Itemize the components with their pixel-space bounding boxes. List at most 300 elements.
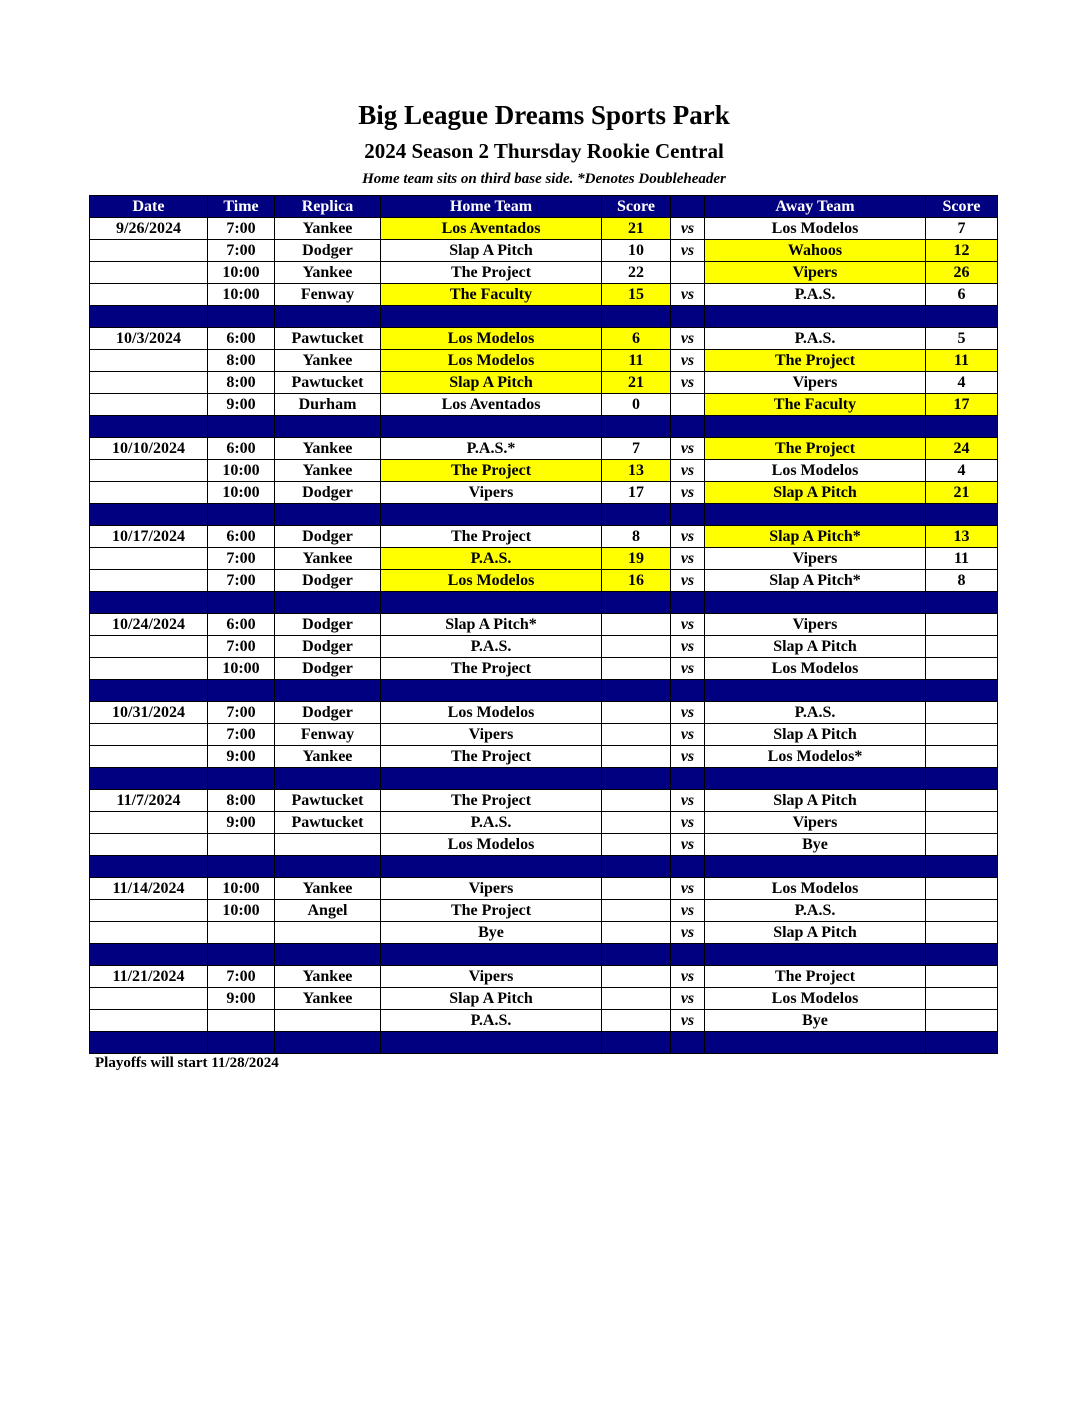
away-score [926, 922, 998, 944]
away-team: Los Modelos [705, 460, 926, 482]
away-team: Vipers [705, 614, 926, 636]
game-replica [275, 922, 381, 944]
separator-cell [926, 680, 998, 702]
separator-cell [90, 306, 208, 328]
home-team: Slap A Pitch [381, 240, 602, 262]
vs-label: vs [671, 328, 705, 350]
table-row [90, 900, 998, 922]
separator-cell [90, 504, 208, 526]
separator-cell [705, 306, 926, 328]
playoffs-note: Playoffs will start 11/28/2024 [95, 1055, 279, 1071]
home-team: Los Modelos [381, 834, 602, 856]
home-score [602, 1010, 671, 1032]
game-time: 10:00 [208, 900, 275, 922]
home-score: 8 [602, 526, 671, 548]
separator-cell [90, 416, 208, 438]
game-replica [275, 834, 381, 856]
table-row [90, 790, 998, 812]
separator-cell [381, 306, 602, 328]
col-header-away-score: Score [926, 196, 998, 218]
separator-cell [208, 1032, 275, 1054]
home-score [602, 790, 671, 812]
away-score [926, 724, 998, 746]
game-time: 9:00 [208, 988, 275, 1010]
vs-label: vs [671, 900, 705, 922]
separator-cell [275, 592, 381, 614]
vs-label: vs [671, 218, 705, 240]
game-date [90, 240, 208, 262]
separator-cell [602, 768, 671, 790]
col-header-home-score: Score [602, 196, 671, 218]
home-team: P.A.S. [381, 812, 602, 834]
vs-label: vs [671, 284, 705, 306]
separator-cell [381, 416, 602, 438]
game-time: 7:00 [208, 240, 275, 262]
separator-cell [926, 944, 998, 966]
away-score [926, 1010, 998, 1032]
away-team: The Project [705, 438, 926, 460]
separator-cell [705, 768, 926, 790]
home-score [602, 966, 671, 988]
table-row [90, 438, 998, 460]
game-replica: Yankee [275, 262, 381, 284]
game-replica: Yankee [275, 746, 381, 768]
table-row [90, 966, 998, 988]
week-separator-row [90, 680, 998, 702]
game-date [90, 812, 208, 834]
game-date: 10/24/2024 [90, 614, 208, 636]
vs-label: vs [671, 548, 705, 570]
vs-label: vs [671, 1010, 705, 1032]
col-header-replica: Replica [275, 196, 381, 218]
separator-cell [602, 306, 671, 328]
game-time: 7:00 [208, 570, 275, 592]
away-score: 7 [926, 218, 998, 240]
separator-cell [381, 768, 602, 790]
away-team: Vipers [705, 372, 926, 394]
home-team: Los Modelos [381, 570, 602, 592]
separator-cell [705, 680, 926, 702]
game-replica: Yankee [275, 438, 381, 460]
game-replica: Dodger [275, 482, 381, 504]
table-row [90, 834, 998, 856]
separator-cell [926, 592, 998, 614]
away-team: P.A.S. [705, 900, 926, 922]
away-score: 17 [926, 394, 998, 416]
home-team: P.A.S. [381, 1010, 602, 1032]
away-team: Slap A Pitch* [705, 526, 926, 548]
game-date [90, 724, 208, 746]
table-row [90, 570, 998, 592]
home-team: The Project [381, 526, 602, 548]
home-score: 11 [602, 350, 671, 372]
table-row [90, 812, 998, 834]
home-score [602, 724, 671, 746]
separator-cell [671, 504, 705, 526]
home-score [602, 636, 671, 658]
week-separator-row [90, 504, 998, 526]
away-score [926, 988, 998, 1010]
game-date: 11/21/2024 [90, 966, 208, 988]
game-time: 7:00 [208, 724, 275, 746]
vs-label: vs [671, 746, 705, 768]
game-time: 10:00 [208, 284, 275, 306]
game-replica: Durham [275, 394, 381, 416]
col-header-time: Time [208, 196, 275, 218]
away-team: Los Modelos* [705, 746, 926, 768]
table-row [90, 636, 998, 658]
away-score [926, 834, 998, 856]
away-team: P.A.S. [705, 328, 926, 350]
home-team: The Project [381, 460, 602, 482]
game-replica: Yankee [275, 218, 381, 240]
week-separator-row [90, 944, 998, 966]
separator-cell [275, 944, 381, 966]
vs-label [671, 394, 705, 416]
separator-cell [90, 592, 208, 614]
vs-label: vs [671, 812, 705, 834]
home-score [602, 922, 671, 944]
home-team: Vipers [381, 966, 602, 988]
game-date: 11/7/2024 [90, 790, 208, 812]
away-score: 11 [926, 350, 998, 372]
separator-cell [602, 504, 671, 526]
away-team: Los Modelos [705, 988, 926, 1010]
home-team: Los Aventados [381, 218, 602, 240]
game-time: 9:00 [208, 746, 275, 768]
vs-label: vs [671, 526, 705, 548]
game-time: 9:00 [208, 394, 275, 416]
game-time: 9:00 [208, 812, 275, 834]
home-score: 17 [602, 482, 671, 504]
separator-cell [208, 306, 275, 328]
away-score [926, 878, 998, 900]
game-date [90, 658, 208, 680]
separator-cell [381, 592, 602, 614]
game-replica: Yankee [275, 988, 381, 1010]
game-date: 10/3/2024 [90, 328, 208, 350]
away-score [926, 790, 998, 812]
separator-cell [381, 856, 602, 878]
away-team: The Faculty [705, 394, 926, 416]
vs-label: vs [671, 702, 705, 724]
home-score [602, 834, 671, 856]
away-team: Slap A Pitch [705, 922, 926, 944]
separator-cell [671, 856, 705, 878]
game-date: 10/10/2024 [90, 438, 208, 460]
table-row [90, 218, 998, 240]
table-row [90, 724, 998, 746]
game-replica: Yankee [275, 878, 381, 900]
col-header-away-team: Away Team [705, 196, 926, 218]
separator-cell [671, 768, 705, 790]
schedule-body [90, 218, 998, 1054]
game-replica: Pawtucket [275, 328, 381, 350]
separator-cell [705, 944, 926, 966]
game-replica: Pawtucket [275, 372, 381, 394]
game-date: 10/17/2024 [90, 526, 208, 548]
col-header-home-team: Home Team [381, 196, 602, 218]
game-time: 6:00 [208, 328, 275, 350]
game-time [208, 1010, 275, 1032]
home-score [602, 702, 671, 724]
home-score [602, 878, 671, 900]
separator-cell [705, 504, 926, 526]
separator-cell [275, 416, 381, 438]
table-row [90, 328, 998, 350]
game-time: 7:00 [208, 636, 275, 658]
vs-label: vs [671, 790, 705, 812]
vs-label: vs [671, 966, 705, 988]
home-team: Vipers [381, 724, 602, 746]
separator-cell [705, 592, 926, 614]
game-time: 10:00 [208, 658, 275, 680]
game-date: 11/14/2024 [90, 878, 208, 900]
separator-cell [926, 1032, 998, 1054]
away-team: Slap A Pitch [705, 790, 926, 812]
week-separator-row [90, 856, 998, 878]
game-time: 10:00 [208, 262, 275, 284]
away-score: 24 [926, 438, 998, 460]
home-score: 7 [602, 438, 671, 460]
vs-label: vs [671, 460, 705, 482]
game-date [90, 372, 208, 394]
away-team: Wahoos [705, 240, 926, 262]
table-row [90, 878, 998, 900]
separator-cell [705, 856, 926, 878]
home-team: Vipers [381, 482, 602, 504]
game-date [90, 1010, 208, 1032]
separator-cell [275, 306, 381, 328]
separator-cell [926, 768, 998, 790]
home-score [602, 900, 671, 922]
vs-label: vs [671, 438, 705, 460]
away-score: 11 [926, 548, 998, 570]
game-time: 7:00 [208, 966, 275, 988]
home-score: 15 [602, 284, 671, 306]
week-separator-row [90, 1032, 998, 1054]
game-date [90, 284, 208, 306]
week-separator-row [90, 306, 998, 328]
game-time: 7:00 [208, 218, 275, 240]
game-date [90, 350, 208, 372]
game-replica: Fenway [275, 724, 381, 746]
away-score: 5 [926, 328, 998, 350]
vs-label: vs [671, 350, 705, 372]
game-date [90, 900, 208, 922]
home-team: Slap A Pitch* [381, 614, 602, 636]
separator-cell [208, 856, 275, 878]
table-row [90, 746, 998, 768]
vs-label: vs [671, 834, 705, 856]
table-header-row [90, 196, 998, 218]
table-row [90, 240, 998, 262]
separator-cell [90, 856, 208, 878]
vs-label: vs [671, 614, 705, 636]
game-time [208, 922, 275, 944]
page-title: Big League Dreams Sports Park [358, 100, 730, 130]
away-team: Los Modelos [705, 658, 926, 680]
away-score: 6 [926, 284, 998, 306]
table-row [90, 614, 998, 636]
home-team: The Project [381, 746, 602, 768]
table-row [90, 1010, 998, 1032]
home-score: 21 [602, 372, 671, 394]
table-row [90, 988, 998, 1010]
game-date: 9/26/2024 [90, 218, 208, 240]
separator-cell [671, 1032, 705, 1054]
game-date [90, 636, 208, 658]
away-team: P.A.S. [705, 702, 926, 724]
game-replica: Dodger [275, 614, 381, 636]
vs-label: vs [671, 658, 705, 680]
away-score: 13 [926, 526, 998, 548]
schedule-note: Home team sits on third base side. *Denotes Doubleheader [362, 171, 726, 187]
away-score [926, 636, 998, 658]
away-team: Slap A Pitch [705, 482, 926, 504]
game-time: 10:00 [208, 460, 275, 482]
away-team: Vipers [705, 548, 926, 570]
separator-cell [602, 1032, 671, 1054]
home-team: Slap A Pitch [381, 372, 602, 394]
home-team: The Project [381, 900, 602, 922]
separator-cell [671, 680, 705, 702]
away-score: 12 [926, 240, 998, 262]
separator-cell [208, 592, 275, 614]
table-row [90, 658, 998, 680]
away-team: Los Modelos [705, 878, 926, 900]
separator-cell [602, 680, 671, 702]
separator-cell [381, 680, 602, 702]
separator-cell [602, 416, 671, 438]
away-team: Slap A Pitch [705, 724, 926, 746]
separator-cell [602, 592, 671, 614]
game-date: 10/31/2024 [90, 702, 208, 724]
table-row [90, 350, 998, 372]
vs-label: vs [671, 372, 705, 394]
home-score: 22 [602, 262, 671, 284]
game-time: 6:00 [208, 526, 275, 548]
separator-cell [381, 1032, 602, 1054]
game-date [90, 922, 208, 944]
away-score [926, 658, 998, 680]
home-score [602, 746, 671, 768]
away-team: Vipers [705, 812, 926, 834]
home-team: The Project [381, 262, 602, 284]
away-score: 8 [926, 570, 998, 592]
game-replica: Dodger [275, 526, 381, 548]
vs-label: vs [671, 878, 705, 900]
away-team: Slap A Pitch* [705, 570, 926, 592]
home-score: 6 [602, 328, 671, 350]
table-row [90, 922, 998, 944]
away-team: The Project [705, 350, 926, 372]
game-replica: Dodger [275, 702, 381, 724]
game-time: 8:00 [208, 350, 275, 372]
game-replica [275, 1010, 381, 1032]
game-replica: Pawtucket [275, 790, 381, 812]
vs-label: vs [671, 636, 705, 658]
home-team: Los Aventados [381, 394, 602, 416]
home-team: The Faculty [381, 284, 602, 306]
home-score: 16 [602, 570, 671, 592]
away-team: Bye [705, 834, 926, 856]
separator-cell [275, 1032, 381, 1054]
separator-cell [208, 768, 275, 790]
col-header-vs [671, 196, 705, 218]
home-team: The Project [381, 790, 602, 812]
away-score [926, 900, 998, 922]
away-team: Los Modelos [705, 218, 926, 240]
game-date [90, 988, 208, 1010]
game-time: 10:00 [208, 878, 275, 900]
home-team: Los Modelos [381, 328, 602, 350]
separator-cell [602, 856, 671, 878]
away-team: Slap A Pitch [705, 636, 926, 658]
home-team: P.A.S. [381, 636, 602, 658]
game-time: 8:00 [208, 372, 275, 394]
away-team: The Project [705, 966, 926, 988]
table-row [90, 262, 998, 284]
away-team: Vipers [705, 262, 926, 284]
home-team: Bye [381, 922, 602, 944]
home-team: Slap A Pitch [381, 988, 602, 1010]
game-date [90, 834, 208, 856]
game-date [90, 482, 208, 504]
vs-label: vs [671, 482, 705, 504]
separator-cell [602, 944, 671, 966]
separator-cell [671, 944, 705, 966]
home-score [602, 658, 671, 680]
away-score [926, 746, 998, 768]
game-replica: Yankee [275, 460, 381, 482]
game-time: 6:00 [208, 438, 275, 460]
home-team: Vipers [381, 878, 602, 900]
vs-label: vs [671, 570, 705, 592]
table-row [90, 394, 998, 416]
game-replica: Dodger [275, 570, 381, 592]
game-date [90, 570, 208, 592]
game-time [208, 834, 275, 856]
game-replica: Dodger [275, 636, 381, 658]
separator-cell [208, 680, 275, 702]
vs-label: vs [671, 240, 705, 262]
separator-cell [381, 504, 602, 526]
away-score [926, 966, 998, 988]
home-score: 0 [602, 394, 671, 416]
separator-cell [90, 944, 208, 966]
separator-cell [926, 306, 998, 328]
week-separator-row [90, 592, 998, 614]
separator-cell [671, 416, 705, 438]
game-replica: Yankee [275, 548, 381, 570]
table-row [90, 482, 998, 504]
table-row [90, 460, 998, 482]
table-row [90, 372, 998, 394]
game-date [90, 394, 208, 416]
separator-cell [90, 768, 208, 790]
game-replica: Fenway [275, 284, 381, 306]
vs-label: vs [671, 922, 705, 944]
separator-cell [926, 504, 998, 526]
away-score: 4 [926, 372, 998, 394]
away-team: Bye [705, 1010, 926, 1032]
game-date [90, 746, 208, 768]
vs-label [671, 262, 705, 284]
separator-cell [381, 944, 602, 966]
separator-cell [926, 416, 998, 438]
away-team: P.A.S. [705, 284, 926, 306]
